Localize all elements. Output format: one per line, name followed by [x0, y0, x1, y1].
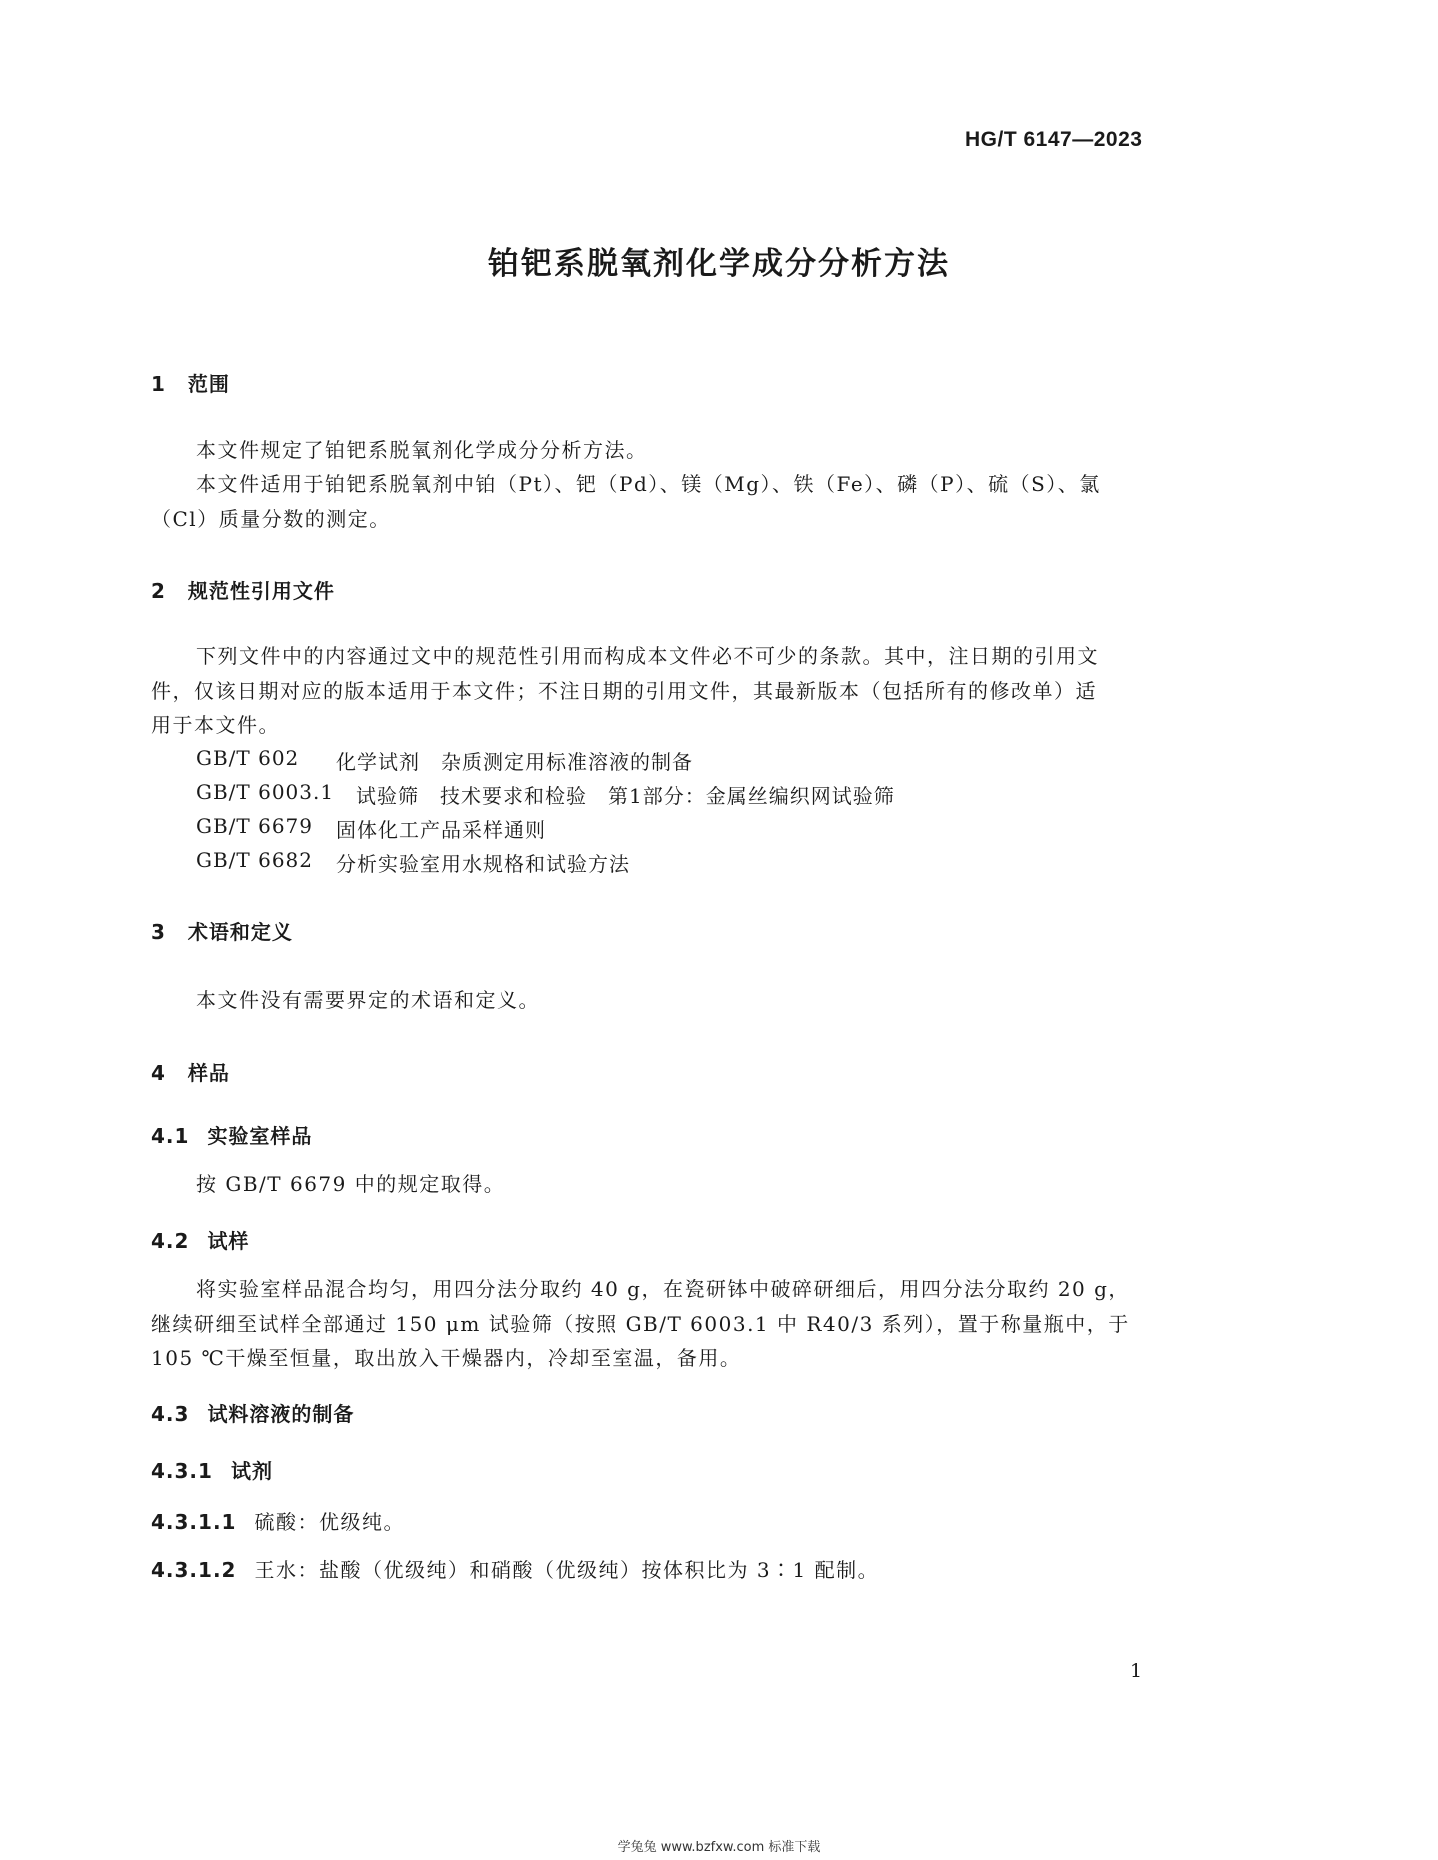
- reference-item: [196, 848, 630, 876]
- paragraph: 将实验室样品混合均匀，用四分法分取约 40 g，在瓷研钵中破碎研细后，用四分法分取约 20 g，: [196, 1277, 1130, 1301]
- section-4-3-heading: [151, 1398, 354, 1427]
- section-4-3-1-2: [151, 1554, 879, 1583]
- paragraph: 按 GB/T 6679 中的规定取得。: [196, 1172, 506, 1196]
- section-4-3-1-heading: [151, 1455, 273, 1484]
- reference-name: 固体化工产品采样通则: [336, 818, 546, 842]
- reference-name: 分析实验室用水规格和试验方法: [336, 852, 630, 876]
- section-title: 规范性引用文件: [187, 579, 335, 603]
- paragraph: 用于本文件。: [151, 713, 280, 737]
- section-2-heading: [151, 575, 335, 604]
- paragraph: 下列文件中的内容通过文中的规范性引用而构成本文件必不可少的条款。其中，注日期的引用文: [196, 644, 1099, 668]
- section-3-heading: [151, 916, 293, 945]
- paragraph: 本文件没有需要界定的术语和定义。: [196, 988, 540, 1012]
- reference-code: GB/T 6003.1: [196, 780, 335, 804]
- reference-name: 试验筛 技术要求和检验 第1部分：金属丝编织网试验筛: [356, 784, 895, 808]
- section-4-3-1-1: [151, 1506, 405, 1535]
- paragraph: 继续研细至试样全部通过 150 μm 试验筛（按照 GB/T 6003.1 中 R40/3 系列），置于称量瓶中，于: [151, 1312, 1130, 1336]
- section-4-1-heading: [151, 1120, 312, 1149]
- section-title: 试剂: [230, 1459, 273, 1483]
- section-title: 范围: [187, 372, 230, 396]
- section-title: 术语和定义: [187, 920, 293, 944]
- section-number: 3: [151, 920, 166, 944]
- reference-code: GB/T 602: [196, 746, 300, 770]
- reference-item: [196, 780, 895, 808]
- paragraph: （Cl）质量分数的测定。: [151, 507, 391, 531]
- document-title: 铂钯系脱氧剂化学成分分析方法: [488, 246, 950, 282]
- section-number: 4.3: [151, 1402, 190, 1426]
- section-number: 4.3.1: [151, 1459, 213, 1483]
- section-number: 4.2: [151, 1229, 190, 1253]
- clause-text: 硫酸：优级纯。: [254, 1510, 405, 1534]
- section-4-heading: [151, 1057, 230, 1086]
- page-number: 1: [1130, 1660, 1143, 1682]
- section-title: 试样: [207, 1229, 250, 1253]
- reference-code: GB/T 6682: [196, 848, 314, 872]
- watermark-footer: 学兔兔 www.bzfxw.com 标准下载: [617, 1840, 821, 1855]
- paragraph: 件，仅该日期对应的版本适用于本文件；不注日期的引用文件，其最新版本（包括所有的修改单）适: [151, 679, 1097, 703]
- section-number: 4: [151, 1061, 166, 1085]
- clause-text: 王水：盐酸（优级纯）和硝酸（优级纯）按体积比为 3∶1 配制。: [254, 1558, 880, 1582]
- section-title: 试料溶液的制备: [207, 1402, 355, 1426]
- paragraph: 本文件规定了铂钯系脱氧剂化学成分分析方法。: [196, 438, 648, 462]
- section-number: 1: [151, 372, 166, 396]
- section-title: 样品: [187, 1061, 230, 1085]
- paragraph: 105 ℃干燥至恒量，取出放入干燥器内，冷却至室温，备用。: [151, 1346, 742, 1370]
- section-number: 4.3.1.1: [151, 1510, 237, 1534]
- reference-name: 化学试剂 杂质测定用标准溶液的制备: [336, 750, 693, 774]
- standard-code: HG/T 6147—2023: [965, 128, 1143, 151]
- section-1-heading: [151, 368, 230, 397]
- section-number: 4.1: [151, 1124, 190, 1148]
- reference-code: GB/T 6679: [196, 814, 314, 838]
- paragraph: 本文件适用于铂钯系脱氧剂中铂（Pt）、钯（Pd）、镁（Mg）、铁（Fe）、磷（P）、硫（S）、氯: [196, 472, 1101, 496]
- section-number: 4.3.1.2: [151, 1558, 237, 1582]
- section-title: 实验室样品: [207, 1124, 313, 1148]
- reference-item: [196, 814, 546, 842]
- section-4-2-heading: [151, 1225, 249, 1254]
- section-number: 2: [151, 579, 166, 603]
- reference-item: [196, 746, 693, 774]
